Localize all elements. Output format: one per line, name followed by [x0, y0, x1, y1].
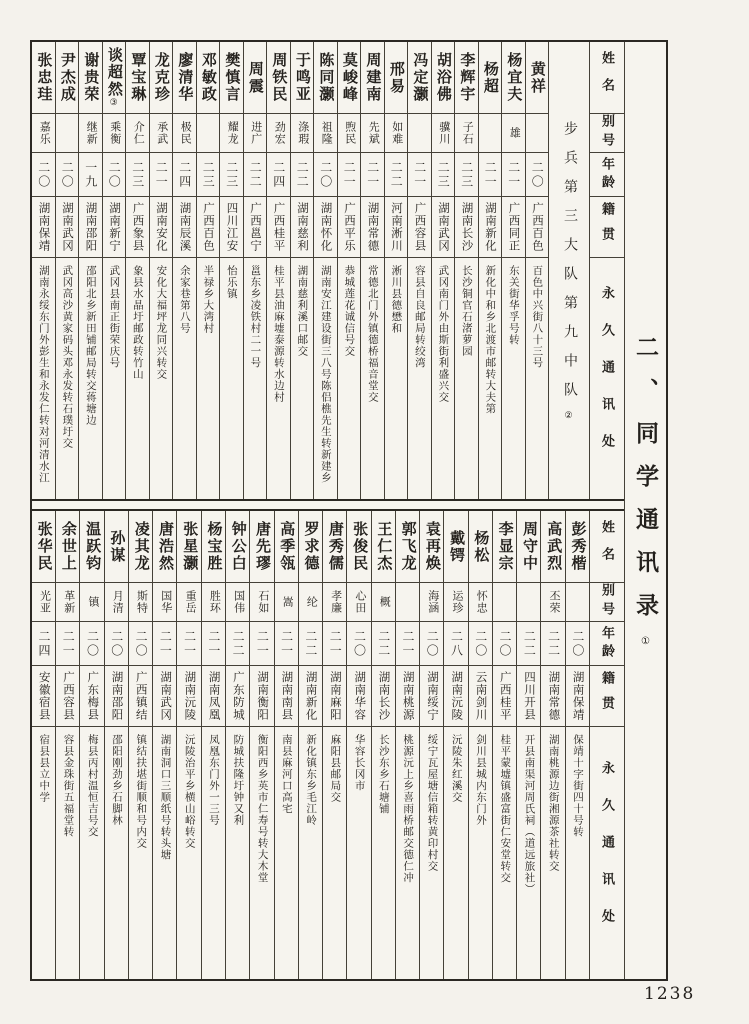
person-alias: 国华: [153, 583, 176, 622]
person-age: 二〇: [105, 622, 128, 666]
person-alias: 煦民: [338, 114, 361, 153]
person-age: 二二: [541, 622, 564, 666]
person-name: 李显宗: [493, 511, 516, 583]
person-native-place: 湖南武冈: [153, 666, 176, 727]
person-column: [78, 42, 102, 499]
person-age: 二三: [220, 153, 243, 197]
person-age: 二二: [372, 622, 395, 666]
person-column: [274, 511, 298, 979]
chapter-title-column: [624, 42, 666, 979]
person-address: 淅川县德懋和: [390, 265, 402, 334]
person-age: 二〇: [526, 153, 549, 197]
person-alias: [526, 114, 549, 153]
person-name: 王仁杰: [372, 511, 395, 583]
person-age: 二四: [173, 153, 196, 197]
person-native-place: 四川开县: [517, 666, 540, 727]
person-address: 长沙东乡石塘铺: [377, 734, 389, 815]
person-address: 剑川县城内东门外: [474, 734, 486, 826]
person-name: 杨松: [469, 511, 492, 583]
person-native-place: 湖南邵阳: [79, 197, 102, 258]
person-address: 南县麻河口高宅: [280, 734, 292, 815]
person-column: [360, 42, 384, 499]
person-name: 周守中: [517, 511, 540, 583]
person-address: 梅县丙村温恒吉号交: [86, 734, 98, 838]
person-column: [565, 511, 589, 979]
person-name: 袁再焕: [420, 511, 443, 583]
person-column: [395, 511, 419, 979]
person-address: 麻阳县邮局交: [329, 734, 341, 803]
person-native-place: 湖南麻阳: [323, 666, 346, 727]
person-alias: 子石: [455, 114, 478, 153]
person-column: [419, 511, 443, 979]
person-alias: [493, 583, 516, 622]
person-column: [125, 42, 149, 499]
person-name: 李辉宇: [455, 42, 478, 114]
person-name: 唐浩然: [153, 511, 176, 583]
person-column: [176, 511, 200, 979]
person-age: 二一: [479, 153, 502, 197]
table-body: [32, 42, 624, 979]
person-column: [104, 511, 128, 979]
person-alias: 石如: [250, 583, 273, 622]
person-address: 武冈县南正街荣庆号: [108, 265, 120, 369]
person-age: 二三: [455, 153, 478, 197]
person-column: [32, 511, 55, 979]
person-name: 周建南: [361, 42, 384, 114]
person-age: 二一: [361, 153, 384, 197]
person-native-place: 湖南常德: [361, 197, 384, 258]
header-age: 年龄: [590, 153, 624, 197]
person-address: 安化大福坪龙同兴转交: [155, 265, 167, 380]
person-alias: 国伟: [226, 583, 249, 622]
person-column: [290, 42, 314, 499]
person-native-place: 湖南长沙: [372, 666, 395, 727]
person-age: 二〇: [32, 153, 55, 197]
person-native-place: 四川江安: [220, 197, 243, 258]
person-name: 钟公白: [226, 511, 249, 583]
person-alias: 孝廉: [323, 583, 346, 622]
person-address: 镇结扶堪街顺和号内交: [135, 734, 147, 849]
person-native-place: 湖南辰溪: [173, 197, 196, 258]
person-age: 二一: [56, 622, 79, 666]
person-age: 二三: [126, 153, 149, 197]
person-address: 武冈高沙黄家码头邓永发转石璞圩交: [61, 265, 73, 449]
person-alias: 运珍: [444, 583, 467, 622]
person-native-place: 湖南沅陵: [177, 666, 200, 727]
person-name: 覃宝琳: [126, 42, 149, 114]
person-alias: 涤瑕: [291, 114, 314, 153]
person-alias: 怀忠: [469, 583, 492, 622]
person-name: 杨宝胜: [202, 511, 225, 583]
person-native-place: 湖南保靖: [32, 197, 55, 258]
person-name: 杨超: [479, 42, 502, 114]
page-number: 1238: [644, 984, 696, 1004]
person-native-place: 湖南凤凰: [202, 666, 225, 727]
person-column: [322, 511, 346, 979]
person-column: [196, 42, 220, 499]
person-native-place: 广西镇结: [129, 666, 152, 727]
person-native-place: 湖南安化: [150, 197, 173, 258]
person-name: 杨宜夫: [502, 42, 525, 114]
person-address: 湖南慈利溪口邮交: [296, 265, 308, 357]
person-age: 二〇: [103, 153, 126, 197]
person-name: 邢易: [385, 42, 408, 114]
person-native-place: 广西邕宁: [244, 197, 267, 258]
person-alias: 承武: [150, 114, 173, 153]
person-address: 恭城莲花诚信号交: [343, 265, 355, 357]
person-column: [313, 42, 337, 499]
person-alias: [517, 583, 540, 622]
person-name: 樊慎言: [220, 42, 243, 114]
person-native-place: 广西象县: [126, 197, 149, 258]
person-column: [249, 511, 273, 979]
person-native-place: 广东防城: [226, 666, 249, 727]
person-name: 高季瓴: [275, 511, 298, 583]
person-address: 桃源沅上乡喜雨桥邮交德仁冲: [402, 734, 414, 884]
person-alias: 光亚: [32, 583, 55, 622]
person-alias: 胜环: [202, 583, 225, 622]
row-header-column-top: [589, 42, 624, 499]
person-alias: [566, 583, 589, 622]
person-alias: [396, 583, 419, 622]
person-address: 东关街华孚号转: [507, 265, 519, 346]
person-column: [468, 511, 492, 979]
directory-table: [30, 40, 668, 981]
person-native-place: 广西平乐: [338, 197, 361, 258]
person-native-place: 湖南慈利: [291, 197, 314, 258]
person-address: 容县金珠街五福堂转: [62, 734, 74, 838]
person-native-place: 广西容县: [408, 197, 431, 258]
person-age: 二〇: [129, 622, 152, 666]
person-name: 邓敏政: [197, 42, 220, 114]
person-alias: 斯特: [129, 583, 152, 622]
person-native-place: 河南淅川: [385, 197, 408, 258]
person-name: 唐秀儒: [323, 511, 346, 583]
person-age: 二二: [385, 153, 408, 197]
person-address: 象县水晶圩邮政转竹山: [131, 265, 143, 380]
person-age: 二三: [432, 153, 455, 197]
person-alias: 海涵: [420, 583, 443, 622]
person-native-place: 广西百色: [197, 197, 220, 258]
person-age: 二四: [32, 622, 55, 666]
person-address: 湖南安江建设街三八号陈侣樵先生转新建乡: [319, 265, 331, 484]
person-address: 华容长冈市: [353, 734, 365, 792]
person-column: [152, 511, 176, 979]
person-age: 二〇: [56, 153, 79, 197]
person-address: 武冈南门外由斯街利盛兴交: [437, 265, 449, 403]
person-native-place: 湖南新化: [479, 197, 502, 258]
person-alias: 如难: [385, 114, 408, 153]
person-age: 二一: [202, 622, 225, 666]
footnote-marker: ③: [109, 98, 120, 108]
person-name: 黄祥: [526, 42, 549, 114]
person-column: [501, 42, 525, 499]
chapter-title: [634, 335, 657, 979]
person-name: 尹杰成: [56, 42, 79, 114]
person-alias: 心田: [347, 583, 370, 622]
person-address: 百色中兴街八十三号: [531, 265, 543, 369]
person-name: 孙谋: [105, 511, 128, 583]
person-address: 湖南桃源边街湘源茶社转交: [547, 734, 559, 872]
person-native-place: 湖南新宁: [103, 197, 126, 258]
person-address: 余家巷第八号: [178, 265, 190, 334]
person-address: 湖南永绥东门外彭生和永发仁转对河清水江: [37, 265, 49, 484]
person-name: 凌其龙: [129, 511, 152, 583]
person-alias: 丕荣: [541, 583, 564, 622]
person-age: 二〇: [566, 622, 589, 666]
person-native-place: 广西同正: [502, 197, 525, 258]
person-column: [431, 42, 455, 499]
person-age: 二〇: [469, 622, 492, 666]
person-address: 邵阳北乡新田铺邮局转交蒋塘边: [84, 265, 96, 426]
person-native-place: 湖南武冈: [432, 197, 455, 258]
person-native-place: 广东梅县: [80, 666, 103, 727]
person-name: 戴锷: [444, 511, 467, 583]
person-alias: 纶: [299, 583, 322, 622]
person-alias: 继新: [79, 114, 102, 153]
person-alias: 嵩: [275, 583, 298, 622]
person-column: [79, 511, 103, 979]
person-alias: 劲宏: [267, 114, 290, 153]
person-age: 二二: [226, 622, 249, 666]
header-name: 姓名: [590, 511, 624, 583]
person-native-place: 安徽宿县: [32, 666, 55, 727]
person-alias: 重岳: [177, 583, 200, 622]
footnote-marker-1: ①: [640, 636, 651, 647]
person-alias: 概: [372, 583, 395, 622]
person-native-place: 湖南常德: [541, 666, 564, 727]
person-name: 彭秀楷: [566, 511, 589, 583]
person-column: [149, 42, 173, 499]
person-column: [55, 42, 79, 499]
person-alias: 介仁: [126, 114, 149, 153]
person-age: 二〇: [347, 622, 370, 666]
person-address: 沅陵治平乡横山峪转交: [183, 734, 195, 849]
person-column: [102, 42, 126, 499]
person-name: 于鸣亚: [291, 42, 314, 114]
person-alias: 先斌: [361, 114, 384, 153]
person-alias: 祖隆: [314, 114, 337, 153]
person-name: 胡浴佛: [432, 42, 455, 114]
person-alias: 革新: [56, 583, 79, 622]
person-name: 周震: [244, 42, 267, 114]
person-alias: 耀龙: [220, 114, 243, 153]
person-name: 莫峻峰: [338, 42, 361, 114]
person-alias: [408, 114, 431, 153]
person-address: 长沙铜官石渚萝园: [460, 265, 472, 357]
person-address: 容县自良邮局转绞湾: [413, 265, 425, 369]
header-alias: 别号: [590, 583, 624, 622]
person-native-place: 云南剑川: [469, 666, 492, 727]
person-age: 二一: [502, 153, 525, 197]
person-name: 谈超然 ③: [103, 42, 126, 114]
person-column: [201, 511, 225, 979]
person-age: 二〇: [493, 622, 516, 666]
person-age: 二一: [338, 153, 361, 197]
header-native-place: 籍贯: [590, 666, 624, 727]
person-column: [219, 42, 243, 499]
person-native-place: 湖南邵阳: [105, 666, 128, 727]
person-address: 邵阳刚劲乡石脚林: [110, 734, 122, 826]
person-address: 半禄乡大湾村: [202, 265, 214, 334]
person-name: 张忠珪: [32, 42, 55, 114]
header-alias: 别号: [590, 114, 624, 153]
header-name: 姓名: [590, 42, 624, 114]
person-age: 二一: [177, 622, 200, 666]
person-column: [225, 511, 249, 979]
person-address: 保靖十字街四十号转: [572, 734, 584, 838]
person-name: 谢贵荣: [79, 42, 102, 114]
person-name: 余世上: [56, 511, 79, 583]
person-native-place: 湖南怀化: [314, 197, 337, 258]
person-column: [407, 42, 431, 499]
person-column: [128, 511, 152, 979]
person-age: 二二: [291, 153, 314, 197]
unit-header-column: [548, 42, 589, 499]
person-alias: 乘衡: [103, 114, 126, 153]
person-column: [454, 42, 478, 499]
person-alias: 进广: [244, 114, 267, 153]
person-age: 二一: [150, 153, 173, 197]
person-native-place: 湖南衡阳: [250, 666, 273, 727]
person-name: 张华民: [32, 511, 55, 583]
header-permanent-address: 永久通讯处: [600, 760, 616, 946]
unit-header: [549, 42, 589, 499]
person-native-place: 湖南华容: [347, 666, 370, 727]
person-column: [516, 511, 540, 979]
person-column: [492, 511, 516, 979]
person-native-place: 湖南南县: [275, 666, 298, 727]
person-age: 二〇: [314, 153, 337, 197]
person-age: 二八: [444, 622, 467, 666]
person-age: 二三: [197, 153, 220, 197]
person-address: 怡乐镇: [225, 265, 237, 300]
person-column: [32, 42, 55, 499]
person-address: 桂平县油麻墟泰源转水边村: [272, 265, 284, 403]
person-age: 二四: [267, 153, 290, 197]
person-age: 二〇: [80, 622, 103, 666]
person-native-place: 湖南保靖: [566, 666, 589, 727]
person-native-place: 湖南武冈: [56, 197, 79, 258]
person-address: 绥宁瓦屋塘信箱转黄印村交: [426, 734, 438, 872]
person-name: 龙克珍: [150, 42, 173, 114]
person-address: 湖南洞口三顺纸号转头塘: [159, 734, 171, 861]
person-name: 张星灏: [177, 511, 200, 583]
header-age: 年龄: [590, 622, 624, 666]
chapter-title-text: 二、同学通讯录: [633, 335, 658, 636]
person-native-place: 湖南桃源: [396, 666, 419, 727]
person-address: 新化中和乡北渡市邮转大夫第: [484, 265, 496, 415]
person-native-place: 广西桂平: [267, 197, 290, 258]
person-column: [172, 42, 196, 499]
person-name: 冯定灏: [408, 42, 431, 114]
person-native-place: 广西百色: [526, 197, 549, 258]
person-column: [478, 42, 502, 499]
person-column: [540, 511, 564, 979]
header-permanent-address: 永久通讯处: [600, 286, 616, 471]
table-lower-half: [32, 509, 624, 979]
person-column: [55, 511, 79, 979]
person-name: 周铁民: [267, 42, 290, 114]
person-age: 二二: [517, 622, 540, 666]
person-alias: 镇: [80, 583, 103, 622]
person-name: 廖清华: [173, 42, 196, 114]
person-age: 二一: [408, 153, 431, 197]
person-native-place: 湖南绥宁: [420, 666, 443, 727]
person-column: [346, 511, 370, 979]
person-alias: 极民: [173, 114, 196, 153]
person-native-place: 湖南新化: [299, 666, 322, 727]
person-address: 常德北门外镇德桥福音堂交: [366, 265, 378, 403]
person-alias: 雄: [502, 114, 525, 153]
person-name: 陈同灏: [314, 42, 337, 114]
person-age: 一九: [79, 153, 102, 197]
person-name: 唐先璆: [250, 511, 273, 583]
person-column: [443, 511, 467, 979]
person-alias: [197, 114, 220, 153]
person-age: 二一: [250, 622, 273, 666]
person-age: 二一: [153, 622, 176, 666]
person-address: 新化镇东乡毛江岭: [305, 734, 317, 826]
person-address: 桂平蒙墟镇盛富街仁安堂转交: [499, 734, 511, 884]
person-native-place: 湖南沅陵: [444, 666, 467, 727]
person-alias: 骥川: [432, 114, 455, 153]
person-column: [525, 42, 549, 499]
person-alias: 月清: [105, 583, 128, 622]
person-address: 沅陵朱红溪交: [450, 734, 462, 803]
person-column: [298, 511, 322, 979]
person-age: 二一: [275, 622, 298, 666]
person-native-place: 广西桂平: [493, 666, 516, 727]
person-address: 宿县县立中学: [38, 734, 50, 803]
person-name: 张俊民: [347, 511, 370, 583]
person-alias: [56, 114, 79, 153]
person-native-place: 湖南长沙: [455, 197, 478, 258]
person-column: [384, 42, 408, 499]
person-name: 温跃钧: [80, 511, 103, 583]
person-age: 二一: [396, 622, 419, 666]
person-column: [337, 42, 361, 499]
person-name: 罗求德: [299, 511, 322, 583]
person-address: 衡阳西乡英市仁寿号转大木堂: [256, 734, 268, 884]
person-alias: 嘉乐: [32, 114, 55, 153]
person-age: 二二: [244, 153, 267, 197]
footnote-marker-2: ②: [564, 410, 575, 421]
person-age: 二二: [299, 622, 322, 666]
person-age: 二一: [323, 622, 346, 666]
person-alias: [479, 114, 502, 153]
person-column: [371, 511, 395, 979]
header-native-place: 籍贯: [590, 197, 624, 258]
person-age: 二〇: [420, 622, 443, 666]
table-upper-half: [32, 42, 624, 501]
person-address: 凤凰东门外一三号: [208, 734, 220, 826]
person-address: 开县南渠河周氏祠（道远旅社）: [523, 734, 535, 895]
person-column: [266, 42, 290, 499]
person-native-place: 广西容县: [56, 666, 79, 727]
person-name: 郭飞龙: [396, 511, 419, 583]
unit-header-text: 步兵第三大队第九中队: [562, 120, 577, 411]
person-address: 防城扶隆圩钟又利: [232, 734, 244, 826]
row-header-column-bottom: [589, 511, 624, 979]
person-name: 高武烈: [541, 511, 564, 583]
person-address: 邕东乡凌铁村二一号: [249, 265, 261, 369]
person-column: [243, 42, 267, 499]
